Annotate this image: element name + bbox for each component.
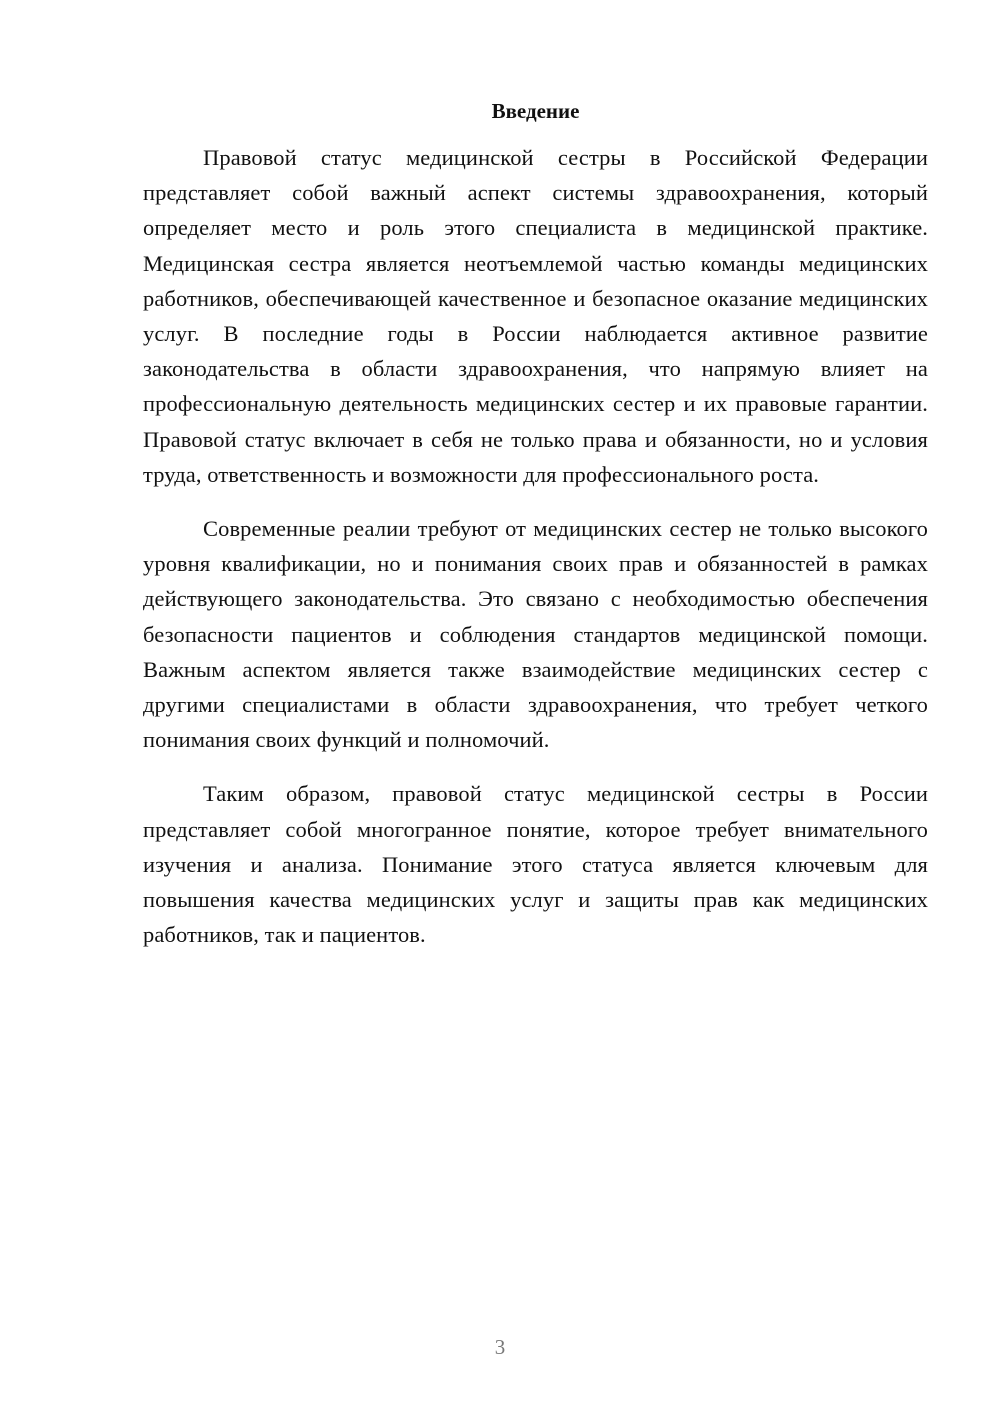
page-number: 3 <box>494 1335 506 1359</box>
paragraph-3: Таким образом, правовой статус медицинской сестры в России представляет собой многогранное понятие, которое требует внимательного изучения и анализа. Понимание этого статуса является ключевым для повышения качества медицинских услуг и защиты прав как медицинских работников, так и пациентов. <box>143 781 928 948</box>
paragraph-2: Современные реалии требуют от медицинских сестер не только высокого уровня квалификации, но и понимания своих прав и обязанностей в рамках действующего законодательства. Это связано с необходимостью обеспечения безопасности пациентов и соблюдения стандартов медицинской помощи. Важным аспектом является также взаимодействие медицинских сестер с другими специалистами в области здравоохранения, что требует четкого понимания своих функций и полномочий. <box>143 516 928 753</box>
section-heading: Введение <box>491 99 580 123</box>
paragraph-1: Правовой статус медицинской сестры в Российской Федерации представляет собой важный аспект системы здравоохранения, который определяет место и роль этого специалиста в медицинской практике. Медицинская сестра является неотъемлемой частью команды медицинских работников, обеспечивающей качественное и безопасное оказание медицинских услуг. В последние годы в России наблюдается активное развитие законодательства в области здравоохранения, что напрямую влияет на профессиональную деятельность медицинских сестер и их правовые гарантии. Правовой статус включает в себя не только права и обязанности, но и условия труда, ответственность и возможности для профессионального роста. <box>143 145 928 487</box>
page-content <box>143 96 928 952</box>
